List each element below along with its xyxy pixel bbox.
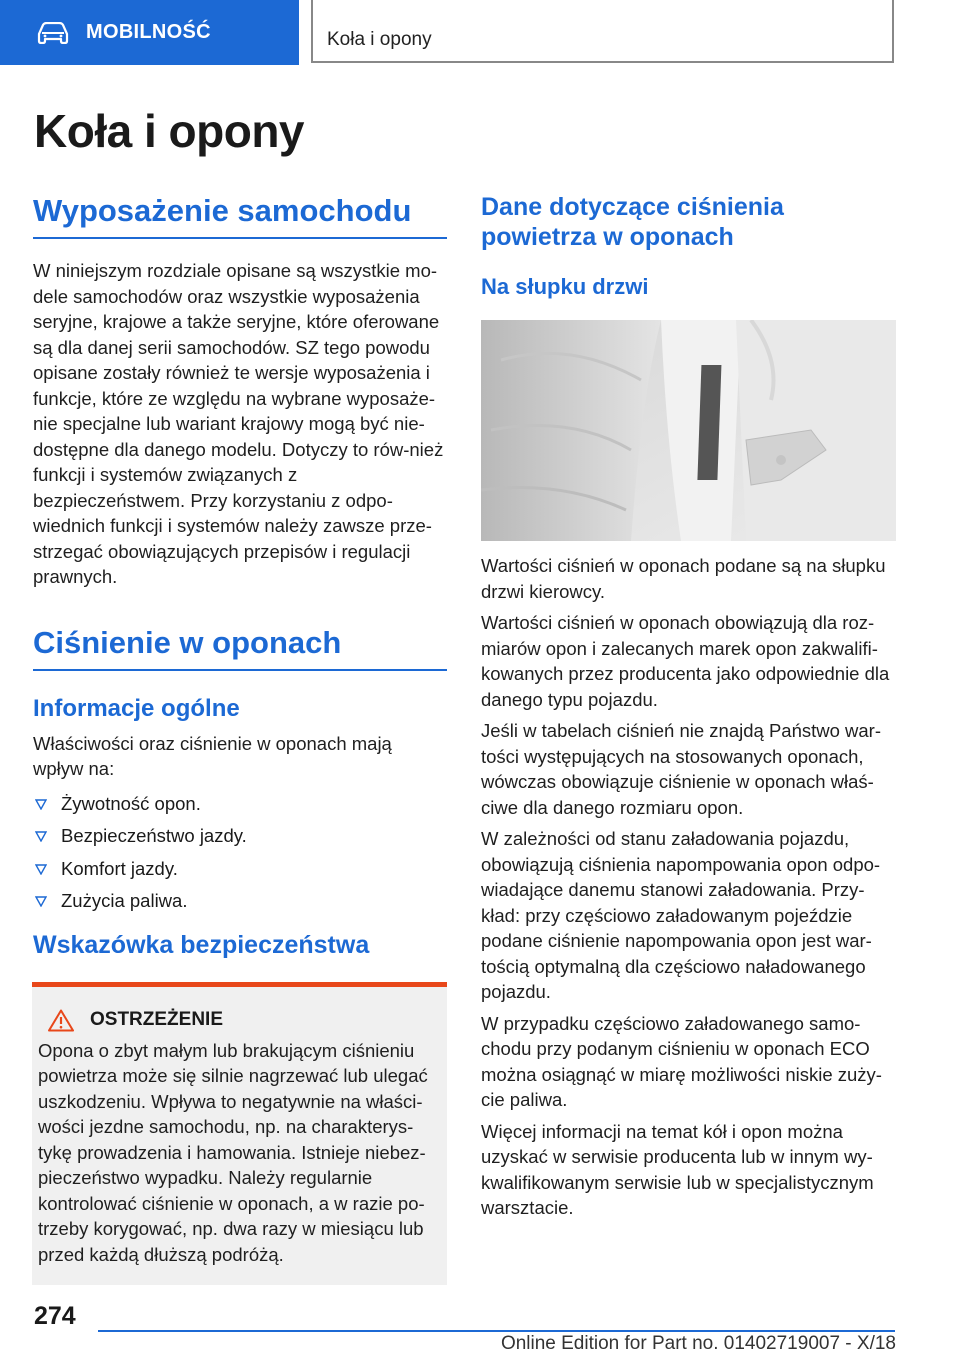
breadcrumb-label: Koła i opony	[327, 29, 432, 50]
general-info-heading: Informacje ogólne	[33, 694, 240, 722]
section-tab[interactable]	[0, 0, 299, 65]
safety-heading: Wskazówka bezpieczeństwa	[33, 930, 370, 959]
triangle-bullet-icon	[35, 799, 47, 810]
list-item: Żywotność opon.	[33, 791, 447, 817]
general-info-list	[33, 791, 447, 914]
triangle-bullet-icon	[35, 831, 47, 842]
equipment-heading: Wyposażenie samochodu	[33, 192, 447, 239]
section-tab-label: MOBILNOŚĆ	[86, 21, 211, 43]
paragraph: Wartości ciśnień w oponach podane są na słupku drzwi kierowcy.	[481, 555, 886, 602]
list-item: Komfort jazdy.	[33, 856, 447, 882]
paragraph: Więcej informacji na temat kół i opon można uzyskać w serwisie producenta lub w innym wy-kwalifikowanym serwisie lub w specjalistycznym warsztacie.	[481, 1120, 874, 1218]
triangle-bullet-icon	[35, 896, 47, 907]
list-item: Zużycia paliwa.	[33, 888, 447, 914]
warning-triangle-icon	[48, 1009, 74, 1032]
edition-note: Online Edition for Part no. 01402719007 - X/18	[500, 1333, 896, 1354]
paragraph: Wartości ciśnień w oponach obowiązują dla roz-miarów opon i zalecanych marek opon zakwalifi-kowanych przez producenta jako odpowiednie dla danego typu pojazdu.	[481, 612, 890, 710]
tire-pressure-heading: Ciśnienie w oponach	[33, 624, 447, 671]
breadcrumb[interactable]	[311, 0, 894, 63]
pressure-data-heading: Dane dotyczące ciśnienia powietrza w oponach	[481, 193, 784, 251]
paragraph: W zależności od stanu załadowania pojazdu, obowiązują ciśnienia napompowania opon odpo-wiadające danemu stanowi załadowania. Przy-kład: przy częściowo załadowanym pojeździe podane ciśnienie napompowania opon jest war-tością optymalną dla częściowo naładowanego pojazdu.	[481, 828, 881, 1002]
warning-header	[48, 1009, 439, 1032]
page-number: 274	[34, 1302, 76, 1330]
warning-text: Opona o zbyt małym lub brakującym ciśnieniu powietrza może się silnie nagrzewać lub ulegać uszkodzeniu. Wpływa to negatywnie na właści-wości jezdne samochodu, np. na charakterys-tykę prowadzenia i hamowania. Istnieje niebez-pieczeństwo wypadku. Należy regularnie kontrolować ciśnienie w oponach, a w razie po-trzeby korygować, np. dwa razy w miesiącu lub przed każdą dłuższą podróżą.	[38, 1039, 428, 1265]
door-pillar-photo	[481, 320, 896, 541]
warning-box	[32, 982, 447, 1286]
right-column	[481, 192, 896, 1221]
left-column	[33, 192, 447, 1285]
triangle-bullet-icon	[35, 864, 47, 875]
general-info-text: Właściwości oraz ciśnienie w oponach mają wpływ na:	[33, 732, 392, 780]
page-title: Koła i opony	[34, 105, 304, 157]
car-icon	[36, 22, 70, 44]
equipment-text: W niniejszym rozdziale opisane są wszystkie mo-dele samochodów oraz wszystkie wyposażenia seryjne, krajowe a także seryjne, które oferowane są dla danej serii samochodów. SZ tego powodu opisane zostały również te wersje wyposażenia i funkcje, które ze względu na wybrane wyposaże-nie specjalne lub wariant krajowy mogą być nie-dostępne dla danego modelu. Dotyczy to rów-nież funkcji i systemów związanych z bezpieczeństwem. Przy korzystaniu z odpo-wiednich funkcji i systemów należy zawsze prze-strzegać obowiązujących przepisów i regulacji prawnych.	[33, 260, 444, 588]
list-item: Bezpieczeństwo jazdy.	[33, 823, 447, 849]
door-pillar-heading: Na słupku drzwi	[481, 274, 649, 299]
paragraph: Jeśli w tabelach ciśnień nie znajdą Państwo war-tości występujących na stosowanych oponach, wówczas obowiązuje ciśnienie w oponach właś-ciwe dla danego rozmiaru opon.	[481, 720, 882, 818]
warning-label: OSTRZEŻENIE	[90, 1009, 224, 1031]
paragraph: W przypadku częściowo załadowanego samo-chodu przy podanym ciśnieniu w oponach ECO można osiągnąć w miarę możliwości niskie zuży-cie paliwa.	[481, 1012, 882, 1110]
footer-divider	[98, 1330, 895, 1332]
